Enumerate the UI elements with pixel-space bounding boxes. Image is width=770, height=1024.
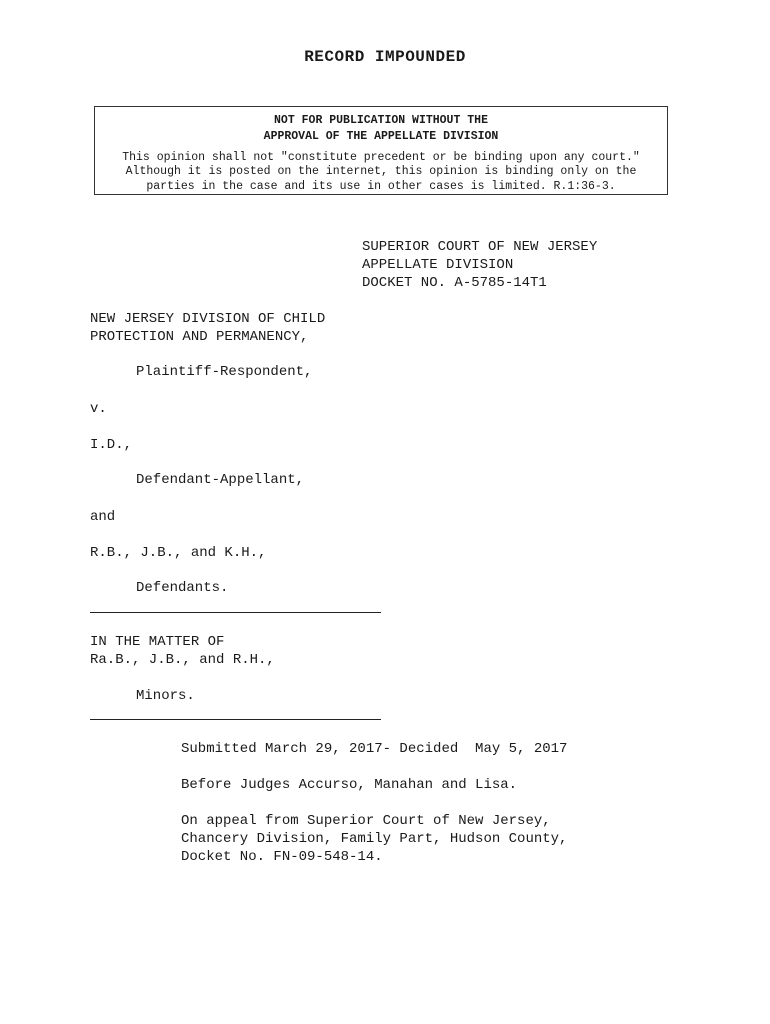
matter-heading: IN THE MATTER OF xyxy=(90,634,225,650)
appeal-origin-line-2: Chancery Division, Family Part, Hudson County, xyxy=(181,831,568,847)
minors-role: Minors. xyxy=(136,688,195,704)
lower-court-docket: Docket No. FN-09-548-14. xyxy=(181,849,383,865)
record-impounded-heading: RECORD IMPOUNDED xyxy=(304,48,466,66)
other-defendants-names: R.B., J.B., and K.H., xyxy=(90,545,267,561)
docket-number: DOCKET NO. A-5785-14T1 xyxy=(362,275,547,291)
caption-divider-2 xyxy=(90,719,381,720)
versus-label: v. xyxy=(90,401,107,417)
defendant-role: Defendant-Appellant, xyxy=(136,472,305,488)
plaintiff-name-line-1: NEW JERSEY DIVISION OF CHILD xyxy=(90,311,326,327)
notice-text-line-1: This opinion shall not "constitute precedent or be binding upon any court." xyxy=(122,151,640,164)
appeal-origin-line-1: On appeal from Superior Court of New Jersey, xyxy=(181,813,551,829)
court-name: SUPERIOR COURT OF NEW JERSEY xyxy=(362,239,598,255)
court-division: APPELLATE DIVISION xyxy=(362,257,514,273)
conjunction-and: and xyxy=(90,509,116,525)
publication-notice-box xyxy=(94,106,668,195)
notice-heading-line-2: APPROVAL OF THE APPELLATE DIVISION xyxy=(263,130,499,143)
plaintiff-name-line-2: PROTECTION AND PERMANENCY, xyxy=(90,329,309,345)
defendant-name: I.D., xyxy=(90,437,133,453)
other-defendants-role: Defendants. xyxy=(136,580,229,596)
notice-text-line-3: parties in the case and its use in other cases is limited. R.1:36-3. xyxy=(146,180,616,193)
caption-divider-1 xyxy=(90,612,381,613)
submission-decision-dates: Submitted March 29, 2017- Decided May 5, 2017 xyxy=(181,741,568,757)
matter-minors-names: Ra.B., J.B., and R.H., xyxy=(90,652,275,668)
notice-text-line-2: Although it is posted on the internet, this opinion is binding only on the xyxy=(125,165,637,178)
judges-panel: Before Judges Accurso, Manahan and Lisa. xyxy=(181,777,518,793)
notice-heading-line-1: NOT FOR PUBLICATION WITHOUT THE xyxy=(274,114,488,127)
plaintiff-role: Plaintiff-Respondent, xyxy=(136,364,313,380)
